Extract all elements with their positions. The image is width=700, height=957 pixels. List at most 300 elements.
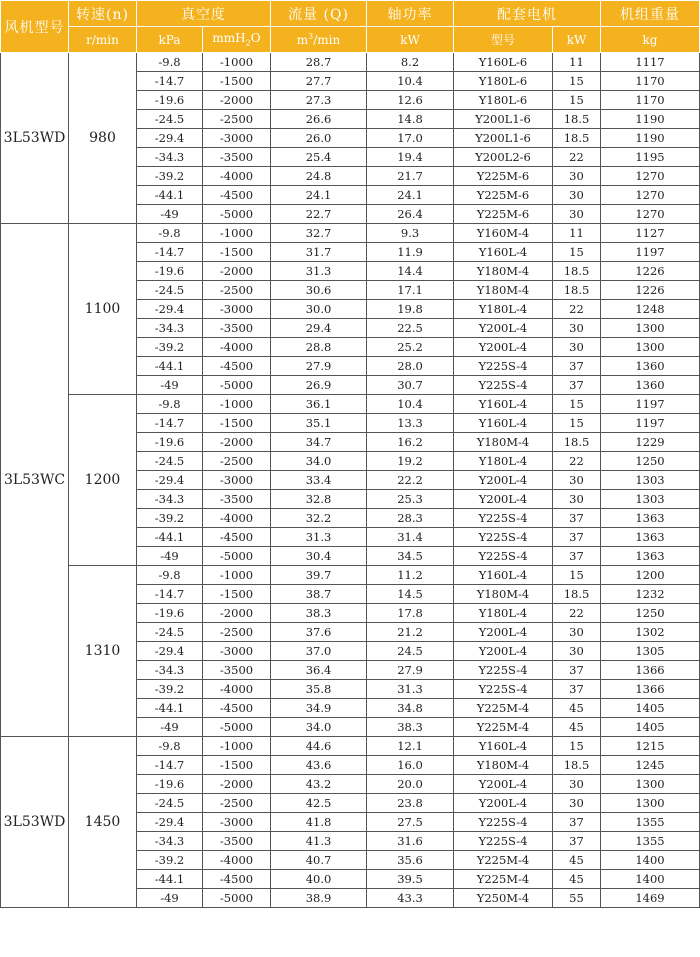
flow-cell: 34.0 [271, 718, 367, 737]
motor-model-cell: Y200L-4 [454, 490, 553, 509]
vacuum-kpa-cell: -14.7 [137, 585, 203, 604]
motor-kw-cell: 15 [553, 395, 601, 414]
unit-flow-prefix: m [296, 33, 309, 47]
vacuum-mmh2o-cell: -2500 [203, 110, 271, 129]
weight-cell: 1197 [601, 395, 700, 414]
motor-kw-cell: 37 [553, 376, 601, 395]
vacuum-kpa-cell: -44.1 [137, 528, 203, 547]
vacuum-kpa-cell: -19.6 [137, 433, 203, 452]
vacuum-mmh2o-cell: -4000 [203, 680, 271, 699]
vacuum-mmh2o-cell: -3000 [203, 471, 271, 490]
table-row [1, 737, 700, 756]
shaft-power-cell: 8.2 [367, 53, 454, 72]
shaft-power-cell: 19.4 [367, 148, 454, 167]
vacuum-kpa-cell: -34.3 [137, 319, 203, 338]
header-flow: 流量 (Q) [271, 1, 367, 27]
vacuum-kpa-cell: -34.3 [137, 832, 203, 851]
vacuum-mmh2o-cell: -4000 [203, 509, 271, 528]
table-row [1, 395, 700, 414]
shaft-power-cell: 27.9 [367, 661, 454, 680]
vacuum-kpa-cell: -19.6 [137, 604, 203, 623]
weight-cell: 1270 [601, 205, 700, 224]
vacuum-mmh2o-cell: -1000 [203, 566, 271, 585]
unit-flow-suffix: /min [313, 33, 341, 47]
motor-model-cell: Y180M-4 [454, 262, 553, 281]
motor-kw-cell: 30 [553, 186, 601, 205]
motor-model-cell: Y225M-6 [454, 186, 553, 205]
flow-cell: 40.0 [271, 870, 367, 889]
motor-kw-cell: 37 [553, 832, 601, 851]
motor-model-cell: Y200L-4 [454, 623, 553, 642]
motor-model-cell: Y160M-4 [454, 224, 553, 243]
vacuum-kpa-cell: -34.3 [137, 661, 203, 680]
unit-motor-model: 型号 [454, 27, 553, 53]
shaft-power-cell: 34.8 [367, 699, 454, 718]
motor-kw-cell: 37 [553, 509, 601, 528]
weight-cell: 1469 [601, 889, 700, 908]
vacuum-kpa-cell: -9.8 [137, 224, 203, 243]
shaft-power-cell: 31.3 [367, 680, 454, 699]
shaft-power-cell: 11.2 [367, 566, 454, 585]
motor-kw-cell: 22 [553, 452, 601, 471]
vacuum-mmh2o-cell: -1000 [203, 395, 271, 414]
weight-cell: 1127 [601, 224, 700, 243]
weight-cell: 1250 [601, 604, 700, 623]
shaft-power-cell: 20.0 [367, 775, 454, 794]
vacuum-mmh2o-cell: -4500 [203, 357, 271, 376]
vacuum-mmh2o-cell: -2500 [203, 623, 271, 642]
motor-kw-cell: 30 [553, 642, 601, 661]
weight-cell: 1400 [601, 870, 700, 889]
weight-cell: 1405 [601, 718, 700, 737]
shaft-power-cell: 24.1 [367, 186, 454, 205]
shaft-power-cell: 13.3 [367, 414, 454, 433]
motor-model-cell: Y225S-4 [454, 376, 553, 395]
motor-kw-cell: 30 [553, 623, 601, 642]
motor-model-cell: Y200L-4 [454, 775, 553, 794]
header-motor: 配套电机 [454, 1, 601, 27]
shaft-power-cell: 28.3 [367, 509, 454, 528]
motor-kw-cell: 15 [553, 72, 601, 91]
weight-cell: 1363 [601, 547, 700, 566]
unit-shaft-power: kW [367, 27, 454, 53]
flow-cell: 26.6 [271, 110, 367, 129]
vacuum-kpa-cell: -14.7 [137, 414, 203, 433]
motor-kw-cell: 30 [553, 775, 601, 794]
speed-cell: 980 [69, 53, 137, 224]
weight-cell: 1270 [601, 167, 700, 186]
flow-cell: 24.8 [271, 167, 367, 186]
unit-weight: kg [601, 27, 700, 53]
unit-vacuum-kpa: kPa [137, 27, 203, 53]
vacuum-kpa-cell: -44.1 [137, 357, 203, 376]
flow-cell: 27.9 [271, 357, 367, 376]
flow-cell: 37.0 [271, 642, 367, 661]
shaft-power-cell: 27.5 [367, 813, 454, 832]
vacuum-kpa-cell: -49 [137, 376, 203, 395]
vacuum-mmh2o-cell: -1500 [203, 756, 271, 775]
vacuum-kpa-cell: -39.2 [137, 680, 203, 699]
flow-cell: 41.3 [271, 832, 367, 851]
flow-cell: 34.0 [271, 452, 367, 471]
motor-kw-cell: 18.5 [553, 281, 601, 300]
weight-cell: 1195 [601, 148, 700, 167]
weight-cell: 1170 [601, 91, 700, 110]
vacuum-kpa-cell: -29.4 [137, 642, 203, 661]
motor-kw-cell: 30 [553, 490, 601, 509]
flow-cell: 30.6 [271, 281, 367, 300]
vacuum-mmh2o-cell: -5000 [203, 205, 271, 224]
motor-model-cell: Y225S-4 [454, 509, 553, 528]
motor-model-cell: Y225M-6 [454, 205, 553, 224]
vacuum-mmh2o-cell: -3500 [203, 490, 271, 509]
weight-cell: 1197 [601, 243, 700, 262]
motor-model-cell: Y225M-4 [454, 870, 553, 889]
motor-kw-cell: 30 [553, 319, 601, 338]
vacuum-kpa-cell: -39.2 [137, 167, 203, 186]
speed-cell: 1310 [69, 566, 137, 737]
vacuum-kpa-cell: -19.6 [137, 775, 203, 794]
flow-cell: 38.9 [271, 889, 367, 908]
unit-mmh2o-prefix: mmH [212, 31, 246, 46]
motor-kw-cell: 45 [553, 870, 601, 889]
motor-kw-cell: 55 [553, 889, 601, 908]
shaft-power-cell: 22.5 [367, 319, 454, 338]
shaft-power-cell: 31.4 [367, 528, 454, 547]
flow-cell: 35.8 [271, 680, 367, 699]
motor-kw-cell: 30 [553, 471, 601, 490]
motor-kw-cell: 30 [553, 205, 601, 224]
motor-model-cell: Y160L-4 [454, 395, 553, 414]
speed-cell: 1100 [69, 224, 137, 395]
vacuum-kpa-cell: -24.5 [137, 452, 203, 471]
motor-kw-cell: 37 [553, 680, 601, 699]
vacuum-kpa-cell: -39.2 [137, 851, 203, 870]
weight-cell: 1190 [601, 110, 700, 129]
motor-model-cell: Y160L-4 [454, 243, 553, 262]
motor-kw-cell: 22 [553, 604, 601, 623]
vacuum-mmh2o-cell: -3000 [203, 129, 271, 148]
vacuum-mmh2o-cell: -4000 [203, 851, 271, 870]
flow-cell: 31.3 [271, 262, 367, 281]
shaft-power-cell: 14.4 [367, 262, 454, 281]
vacuum-kpa-cell: -24.5 [137, 794, 203, 813]
motor-model-cell: Y225S-4 [454, 528, 553, 547]
shaft-power-cell: 34.5 [367, 547, 454, 566]
flow-cell: 40.7 [271, 851, 367, 870]
motor-kw-cell: 18.5 [553, 129, 601, 148]
unit-mmh2o-suffix: O [250, 31, 261, 46]
motor-model-cell: Y200L-4 [454, 471, 553, 490]
vacuum-mmh2o-cell: -5000 [203, 718, 271, 737]
weight-cell: 1248 [601, 300, 700, 319]
table-header [1, 1, 700, 53]
flow-cell: 32.7 [271, 224, 367, 243]
weight-cell: 1232 [601, 585, 700, 604]
model-cell: 3L53WC [1, 224, 69, 737]
motor-kw-cell: 11 [553, 53, 601, 72]
weight-cell: 1250 [601, 452, 700, 471]
flow-cell: 28.8 [271, 338, 367, 357]
table-body [1, 53, 700, 908]
shaft-power-cell: 22.2 [367, 471, 454, 490]
flow-cell: 29.4 [271, 319, 367, 338]
flow-cell: 36.1 [271, 395, 367, 414]
vacuum-mmh2o-cell: -4000 [203, 338, 271, 357]
motor-model-cell: Y160L-4 [454, 737, 553, 756]
motor-model-cell: Y200L-4 [454, 642, 553, 661]
flow-cell: 34.9 [271, 699, 367, 718]
shaft-power-cell: 39.5 [367, 870, 454, 889]
vacuum-kpa-cell: -49 [137, 205, 203, 224]
flow-cell: 25.4 [271, 148, 367, 167]
speed-cell: 1200 [69, 395, 137, 566]
shaft-power-cell: 16.2 [367, 433, 454, 452]
motor-model-cell: Y180M-4 [454, 281, 553, 300]
flow-cell: 37.6 [271, 623, 367, 642]
motor-kw-cell: 45 [553, 718, 601, 737]
vacuum-kpa-cell: -9.8 [137, 53, 203, 72]
vacuum-mmh2o-cell: -1500 [203, 72, 271, 91]
speed-cell: 1450 [69, 737, 137, 908]
vacuum-mmh2o-cell: -3500 [203, 832, 271, 851]
table-row [1, 53, 700, 72]
motor-kw-cell: 15 [553, 91, 601, 110]
table-row [1, 566, 700, 585]
flow-cell: 43.6 [271, 756, 367, 775]
shaft-power-cell: 21.7 [367, 167, 454, 186]
shaft-power-cell: 12.1 [367, 737, 454, 756]
flow-cell: 38.7 [271, 585, 367, 604]
motor-model-cell: Y225S-4 [454, 661, 553, 680]
motor-model-cell: Y180M-4 [454, 585, 553, 604]
flow-cell: 42.5 [271, 794, 367, 813]
motor-kw-cell: 15 [553, 566, 601, 585]
shaft-power-cell: 16.0 [367, 756, 454, 775]
motor-kw-cell: 15 [553, 737, 601, 756]
vacuum-kpa-cell: -44.1 [137, 186, 203, 205]
motor-model-cell: Y160L-4 [454, 566, 553, 585]
weight-cell: 1355 [601, 832, 700, 851]
shaft-power-cell: 23.8 [367, 794, 454, 813]
shaft-power-cell: 14.8 [367, 110, 454, 129]
motor-model-cell: Y225S-4 [454, 680, 553, 699]
flow-cell: 39.7 [271, 566, 367, 585]
unit-flow [271, 27, 367, 53]
vacuum-mmh2o-cell: -3000 [203, 300, 271, 319]
motor-model-cell: Y180M-4 [454, 433, 553, 452]
weight-cell: 1302 [601, 623, 700, 642]
vacuum-mmh2o-cell: -4500 [203, 870, 271, 889]
vacuum-kpa-cell: -24.5 [137, 281, 203, 300]
vacuum-kpa-cell: -49 [137, 718, 203, 737]
motor-model-cell: Y160L-4 [454, 414, 553, 433]
motor-model-cell: Y180L-6 [454, 91, 553, 110]
weight-cell: 1366 [601, 680, 700, 699]
weight-cell: 1117 [601, 53, 700, 72]
vacuum-kpa-cell: -24.5 [137, 623, 203, 642]
motor-model-cell: Y225S-4 [454, 357, 553, 376]
shaft-power-cell: 21.2 [367, 623, 454, 642]
shaft-power-cell: 30.7 [367, 376, 454, 395]
vacuum-mmh2o-cell: -2000 [203, 775, 271, 794]
vacuum-kpa-cell: -9.8 [137, 566, 203, 585]
vacuum-mmh2o-cell: -2500 [203, 281, 271, 300]
motor-kw-cell: 37 [553, 661, 601, 680]
vacuum-mmh2o-cell: -1500 [203, 243, 271, 262]
vacuum-mmh2o-cell: -3000 [203, 813, 271, 832]
motor-model-cell: Y225M-4 [454, 718, 553, 737]
motor-model-cell: Y200L1-6 [454, 110, 553, 129]
vacuum-kpa-cell: -34.3 [137, 148, 203, 167]
weight-cell: 1363 [601, 528, 700, 547]
weight-cell: 1226 [601, 281, 700, 300]
weight-cell: 1300 [601, 319, 700, 338]
vacuum-kpa-cell: -39.2 [137, 509, 203, 528]
motor-kw-cell: 30 [553, 794, 601, 813]
vacuum-mmh2o-cell: -4500 [203, 528, 271, 547]
flow-cell: 35.1 [271, 414, 367, 433]
weight-cell: 1303 [601, 471, 700, 490]
weight-cell: 1197 [601, 414, 700, 433]
vacuum-mmh2o-cell: -2000 [203, 262, 271, 281]
vacuum-kpa-cell: -9.8 [137, 395, 203, 414]
model-cell: 3L53WD [1, 53, 69, 224]
motor-model-cell: Y225S-4 [454, 832, 553, 851]
flow-cell: 32.8 [271, 490, 367, 509]
flow-cell: 24.1 [271, 186, 367, 205]
weight-cell: 1305 [601, 642, 700, 661]
header-row-units [1, 27, 700, 53]
vacuum-kpa-cell: -44.1 [137, 870, 203, 889]
unit-mmh2o-sub: 2 [245, 38, 251, 48]
header-model: 风机型号 [1, 1, 69, 53]
vacuum-mmh2o-cell: -1000 [203, 53, 271, 72]
weight-cell: 1226 [601, 262, 700, 281]
motor-kw-cell: 30 [553, 338, 601, 357]
vacuum-mmh2o-cell: -5000 [203, 889, 271, 908]
motor-model-cell: Y200L-4 [454, 338, 553, 357]
weight-cell: 1366 [601, 661, 700, 680]
motor-kw-cell: 37 [553, 547, 601, 566]
vacuum-mmh2o-cell: -4000 [203, 167, 271, 186]
header-shaft-power: 轴功率 [367, 1, 454, 27]
motor-kw-cell: 45 [553, 699, 601, 718]
unit-speed: r/min [69, 27, 137, 53]
weight-cell: 1300 [601, 775, 700, 794]
vacuum-mmh2o-cell: -4500 [203, 186, 271, 205]
flow-cell: 28.7 [271, 53, 367, 72]
weight-cell: 1300 [601, 338, 700, 357]
vacuum-mmh2o-cell: -5000 [203, 376, 271, 395]
flow-cell: 33.4 [271, 471, 367, 490]
weight-cell: 1303 [601, 490, 700, 509]
vacuum-mmh2o-cell: -2500 [203, 452, 271, 471]
motor-model-cell: Y180L-6 [454, 72, 553, 91]
shaft-power-cell: 14.5 [367, 585, 454, 604]
motor-model-cell: Y225M-4 [454, 699, 553, 718]
vacuum-kpa-cell: -9.8 [137, 737, 203, 756]
weight-cell: 1190 [601, 129, 700, 148]
shaft-power-cell: 12.6 [367, 91, 454, 110]
header-vacuum: 真空度 [137, 1, 271, 27]
vacuum-kpa-cell: -29.4 [137, 300, 203, 319]
shaft-power-cell: 9.3 [367, 224, 454, 243]
flow-cell: 31.3 [271, 528, 367, 547]
shaft-power-cell: 25.2 [367, 338, 454, 357]
motor-model-cell: Y200L1-6 [454, 129, 553, 148]
flow-cell: 30.4 [271, 547, 367, 566]
flow-cell: 44.6 [271, 737, 367, 756]
table-row [1, 224, 700, 243]
weight-cell: 1355 [601, 813, 700, 832]
vacuum-mmh2o-cell: -3500 [203, 148, 271, 167]
weight-cell: 1363 [601, 509, 700, 528]
motor-model-cell: Y180L-4 [454, 300, 553, 319]
vacuum-kpa-cell: -29.4 [137, 813, 203, 832]
header-unit-weight: 机组重量 [601, 1, 700, 27]
motor-model-cell: Y225M-4 [454, 851, 553, 870]
motor-model-cell: Y180L-4 [454, 452, 553, 471]
motor-model-cell: Y200L-4 [454, 319, 553, 338]
header-speed: 转速(n) [69, 1, 137, 27]
shaft-power-cell: 17.0 [367, 129, 454, 148]
motor-model-cell: Y160L-6 [454, 53, 553, 72]
motor-kw-cell: 18.5 [553, 433, 601, 452]
flow-cell: 32.2 [271, 509, 367, 528]
vacuum-mmh2o-cell: -2000 [203, 604, 271, 623]
shaft-power-cell: 26.4 [367, 205, 454, 224]
vacuum-kpa-cell: -14.7 [137, 72, 203, 91]
flow-cell: 36.4 [271, 661, 367, 680]
motor-kw-cell: 15 [553, 414, 601, 433]
flow-cell: 22.7 [271, 205, 367, 224]
motor-model-cell: Y250M-4 [454, 889, 553, 908]
motor-kw-cell: 22 [553, 300, 601, 319]
shaft-power-cell: 11.9 [367, 243, 454, 262]
weight-cell: 1200 [601, 566, 700, 585]
motor-kw-cell: 30 [553, 167, 601, 186]
motor-kw-cell: 37 [553, 528, 601, 547]
weight-cell: 1270 [601, 186, 700, 205]
flow-cell: 26.0 [271, 129, 367, 148]
motor-model-cell: Y180M-4 [454, 756, 553, 775]
motor-model-cell: Y200L2-6 [454, 148, 553, 167]
vacuum-mmh2o-cell: -4500 [203, 699, 271, 718]
motor-kw-cell: 18.5 [553, 262, 601, 281]
vacuum-kpa-cell: -14.7 [137, 756, 203, 775]
shaft-power-cell: 35.6 [367, 851, 454, 870]
weight-cell: 1405 [601, 699, 700, 718]
weight-cell: 1229 [601, 433, 700, 452]
shaft-power-cell: 24.5 [367, 642, 454, 661]
motor-kw-cell: 11 [553, 224, 601, 243]
vacuum-kpa-cell: -49 [137, 889, 203, 908]
weight-cell: 1360 [601, 376, 700, 395]
vacuum-mmh2o-cell: -1500 [203, 585, 271, 604]
motor-kw-cell: 18.5 [553, 756, 601, 775]
shaft-power-cell: 17.1 [367, 281, 454, 300]
flow-cell: 41.8 [271, 813, 367, 832]
vacuum-kpa-cell: -34.3 [137, 490, 203, 509]
shaft-power-cell: 10.4 [367, 395, 454, 414]
model-cell: 3L53WD [1, 737, 69, 908]
weight-cell: 1360 [601, 357, 700, 376]
vacuum-mmh2o-cell: -1500 [203, 414, 271, 433]
motor-kw-cell: 15 [553, 243, 601, 262]
vacuum-mmh2o-cell: -1000 [203, 224, 271, 243]
motor-model-cell: Y225S-4 [454, 813, 553, 832]
